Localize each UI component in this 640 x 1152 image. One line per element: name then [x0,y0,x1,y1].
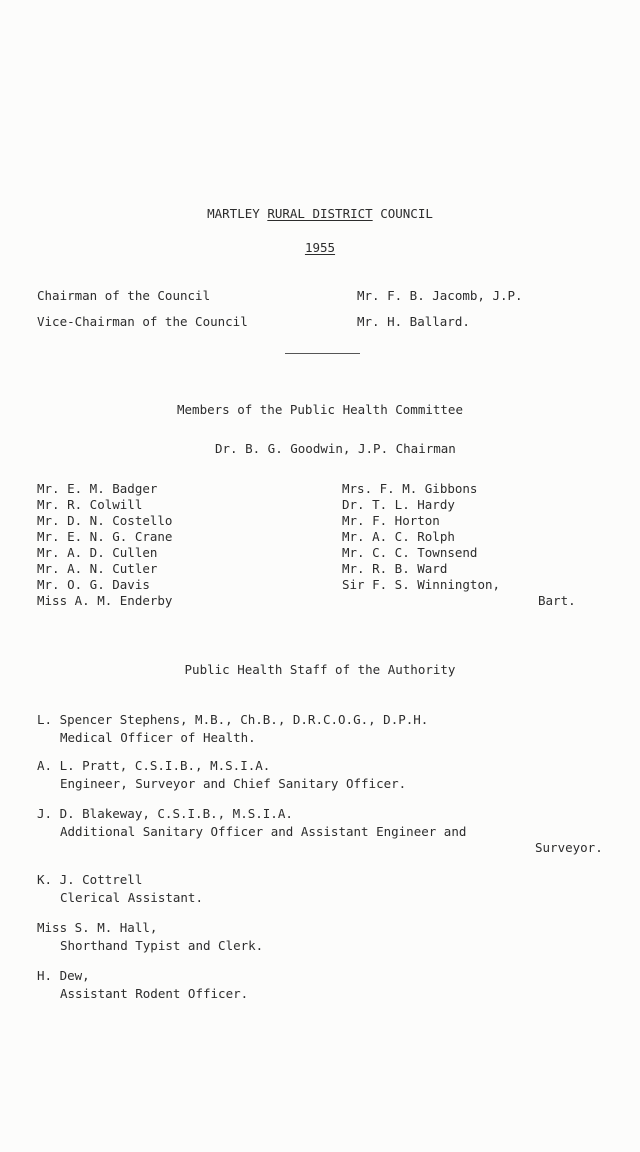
council-title-suffix: COUNCIL [372,206,433,221]
council-title-underlined: RURAL DISTRICT [267,206,373,221]
vice-chairman-name: Mr. H. Ballard. [357,314,470,329]
member-left: Mr. O. G. Davis [37,577,150,592]
staff-heading: Public Health Staff of the Authority [184,662,456,677]
member-right: Mr. F. Horton [342,513,440,528]
staff-role-line: Surveyor. [535,840,603,855]
staff-role-line: Engineer, Surveyor and Chief Sanitary Officer. [60,776,407,791]
divider-rule [285,353,360,354]
member-left: Mr. D. N. Costello [37,513,173,528]
committee-chairman: Dr. B. G. Goodwin, J.P. Chairman [215,441,456,456]
staff-name-line: L. Spencer Stephens, M.B., Ch.B., D.R.C.O.G., D.P.H. [37,712,429,727]
member-right: Mrs. F. M. Gibbons [342,481,478,496]
staff-name-line: Miss S. M. Hall, [37,920,158,935]
staff-role-line: Medical Officer of Health. [60,730,256,745]
member-right: Sir F. S. Winnington, [342,577,501,592]
staff-name-line: J. D. Blakeway, C.S.I.B., M.S.I.A. [37,806,293,821]
staff-name-line: K. J. Cottrell [37,872,143,887]
chairman-role: Chairman of the Council [37,288,211,303]
report-year: 1955 [304,240,336,255]
staff-name-line: H. Dew, [37,968,90,983]
member-left: Mr. E. M. Badger [37,481,158,496]
committee-heading: Members of the Public Health Committee [177,402,463,417]
member-right: Mr. R. B. Ward [342,561,448,576]
staff-role-line: Assistant Rodent Officer. [60,986,249,1001]
chairman-row [37,288,210,303]
member-left: Mr. E. N. G. Crane [37,529,173,544]
member-left: Mr. R. Colwill [37,497,143,512]
staff-role-line: Shorthand Typist and Clerk. [60,938,264,953]
member-right: Mr. A. C. Rolph [342,529,455,544]
staff-name-line: A. L. Pratt, C.S.I.B., M.S.I.A. [37,758,271,773]
staff-role-line: Additional Sanitary Officer and Assistant Engineer and [60,824,467,839]
member-left: Mr. A. D. Cullen [37,545,158,560]
member-right: Bart. [538,593,576,608]
member-right: Mr. C. C. Townsend [342,545,478,560]
council-title [0,206,640,221]
chairman-name: Mr. F. B. Jacomb, J.P. [357,288,523,303]
member-right: Dr. T. L. Hardy [342,497,455,512]
member-left: Mr. A. N. Cutler [37,561,158,576]
staff-role-line: Clerical Assistant. [60,890,203,905]
member-left: Miss A. M. Enderby [37,593,173,608]
vice-chairman-role: Vice-Chairman of the Council [37,314,248,329]
council-title-prefix: MARTLEY [207,206,268,221]
